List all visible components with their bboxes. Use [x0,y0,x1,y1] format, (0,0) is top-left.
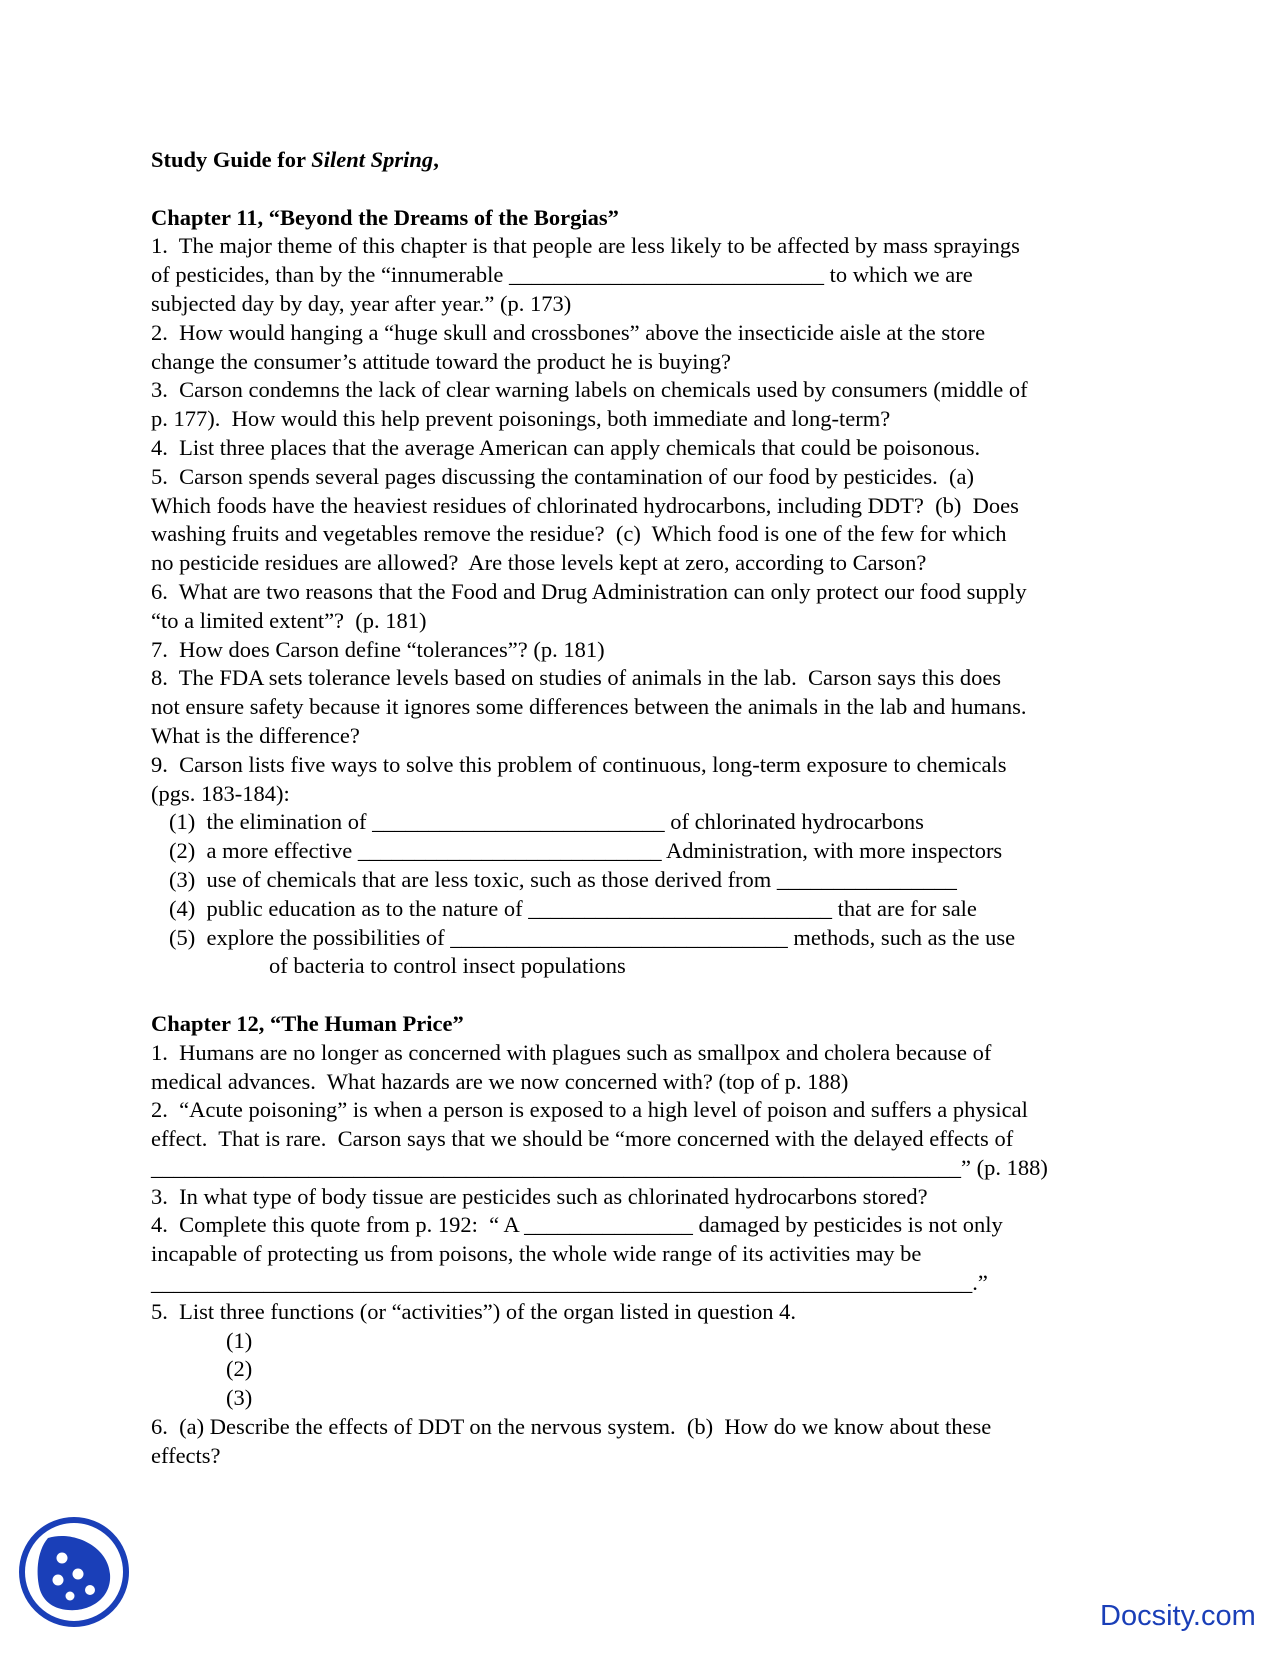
function-item: (1) [226,1327,253,1353]
solution-item: (2) a more effective ___________________________ Administration, with more inspectors [169,838,1003,864]
solution-continuation: of bacteria to control insect populations [269,953,626,979]
chapter12-line: 6. (a) Describe the effects of DDT on the nervous system. (b) How do we know about these [151,1414,992,1440]
chapter11-line: 7. How does Carson define “tolerances”? (p. 181) [151,636,605,662]
chapter12-line: 5. List three functions (or “activities”) of the organ listed in question 4. [151,1298,797,1324]
docsity-logo-icon [18,1516,130,1628]
solution-item: (5) explore the possibilities of ______________________________ methods, such as the use [169,924,1016,950]
function-item: (3) [226,1385,253,1411]
chapter11-line: 9. Carson lists five ways to solve this problem of continuous, long-term exposure to chemicals [151,751,1007,777]
chapter11-line: subjected day by day, year after year.” (p. 173) [151,290,572,316]
document-title: Study Guide for Silent Spring, [151,147,439,172]
chapter12-heading: Chapter 12, “The Human Price” [151,1010,464,1036]
chapter11-line: 1. The major theme of this chapter is that people are less likely to be affected by mass sprayings [151,233,1020,259]
solution-item: (1) the elimination of __________________________ of chlorinated hydrocarbons [169,809,924,835]
chapter12-line: 1. Humans are no longer as concerned with plagues such as smallpox and cholera because of [151,1039,992,1065]
chapter12-line: 3. In what type of body tissue are pesticides such as chlorinated hydrocarbons stored? [151,1183,928,1209]
chapter11-line: Which foods have the heaviest residues of chlorinated hydrocarbons, including DDT? (b) Does [151,492,1019,518]
chapter12-line: incapable of protecting us from poisons, the whole wide range of its activities may be [151,1241,922,1267]
chapter12-line: ________________________________________________________________________” (p. 188) [151,1154,1048,1180]
chapter12-line: medical advances. What hazards are we now concerned with? (top of p. 188) [151,1068,849,1094]
chapter11-line: 4. List three places that the average American can apply chemicals that could be poisonous. [151,434,981,460]
chapter11-line: 3. Carson condemns the lack of clear warning labels on chemicals used by consumers (middle of [151,377,1028,403]
chapter11-line: 5. Carson spends several pages discussing the contamination of our food by pesticides. (a) [151,463,974,489]
docsity-brand-link[interactable]: Docsity.com [1100,1600,1256,1632]
solution-item: (4) public education as to the nature of ___________________________ that are for sale [169,895,977,921]
chapter12-line: 2. “Acute poisoning” is when a person is exposed to a high level of poison and suffers a physical [151,1097,1028,1123]
book-title: Silent Spring [311,147,434,172]
chapter12-line: 4. Complete this quote from p. 192: “ A _______________ damaged by pesticides is not only [151,1212,1003,1238]
chapter11-line: 6. What are two reasons that the Food and Drug Administration can only protect our food supply [151,578,1027,604]
study-guide-document [151,146,1151,1471]
chapter12-line: effect. That is rare. Carson says that we should be “more concerned with the delayed effects of [151,1126,1014,1152]
solution-item: (3) use of chemicals that are less toxic, such as those derived from ________________ [169,866,957,892]
chapter11-line: 8. The FDA sets tolerance levels based on studies of animals in the lab. Carson says this does [151,665,1002,691]
chapter11-line: p. 177). How would this help prevent poisonings, both immediate and long-term? [151,406,891,432]
chapter11-line: (pgs. 183-184): [151,780,290,806]
chapter11-line: not ensure safety because it ignores some differences between the animals in the lab and humans. [151,694,1027,720]
chapter11-line: of pesticides, than by the “innumerable ____________________________ to which we are [151,262,973,288]
function-item: (2) [226,1356,253,1382]
chapter11-line: 2. How would hanging a “huge skull and crossbones” above the insecticide aisle at the store [151,319,986,345]
chapter12-line: _________________________________________________________________________.” [151,1270,988,1296]
chapter11-heading: Chapter 11, “Beyond the Dreams of the Borgias” [151,204,619,230]
chapter11-line: What is the difference? [151,722,360,748]
chapter12-line: effects? [151,1442,221,1468]
chapter11-line: “to a limited extent”? (p. 181) [151,607,427,633]
chapter11-line: washing fruits and vegetables remove the residue? (c) Which food is one of the few for which [151,521,1007,547]
chapter11-line: no pesticide residues are allowed? Are those levels kept at zero, according to Carson? [151,550,927,576]
chapter11-line: change the consumer’s attitude toward the product he is buying? [151,348,732,374]
